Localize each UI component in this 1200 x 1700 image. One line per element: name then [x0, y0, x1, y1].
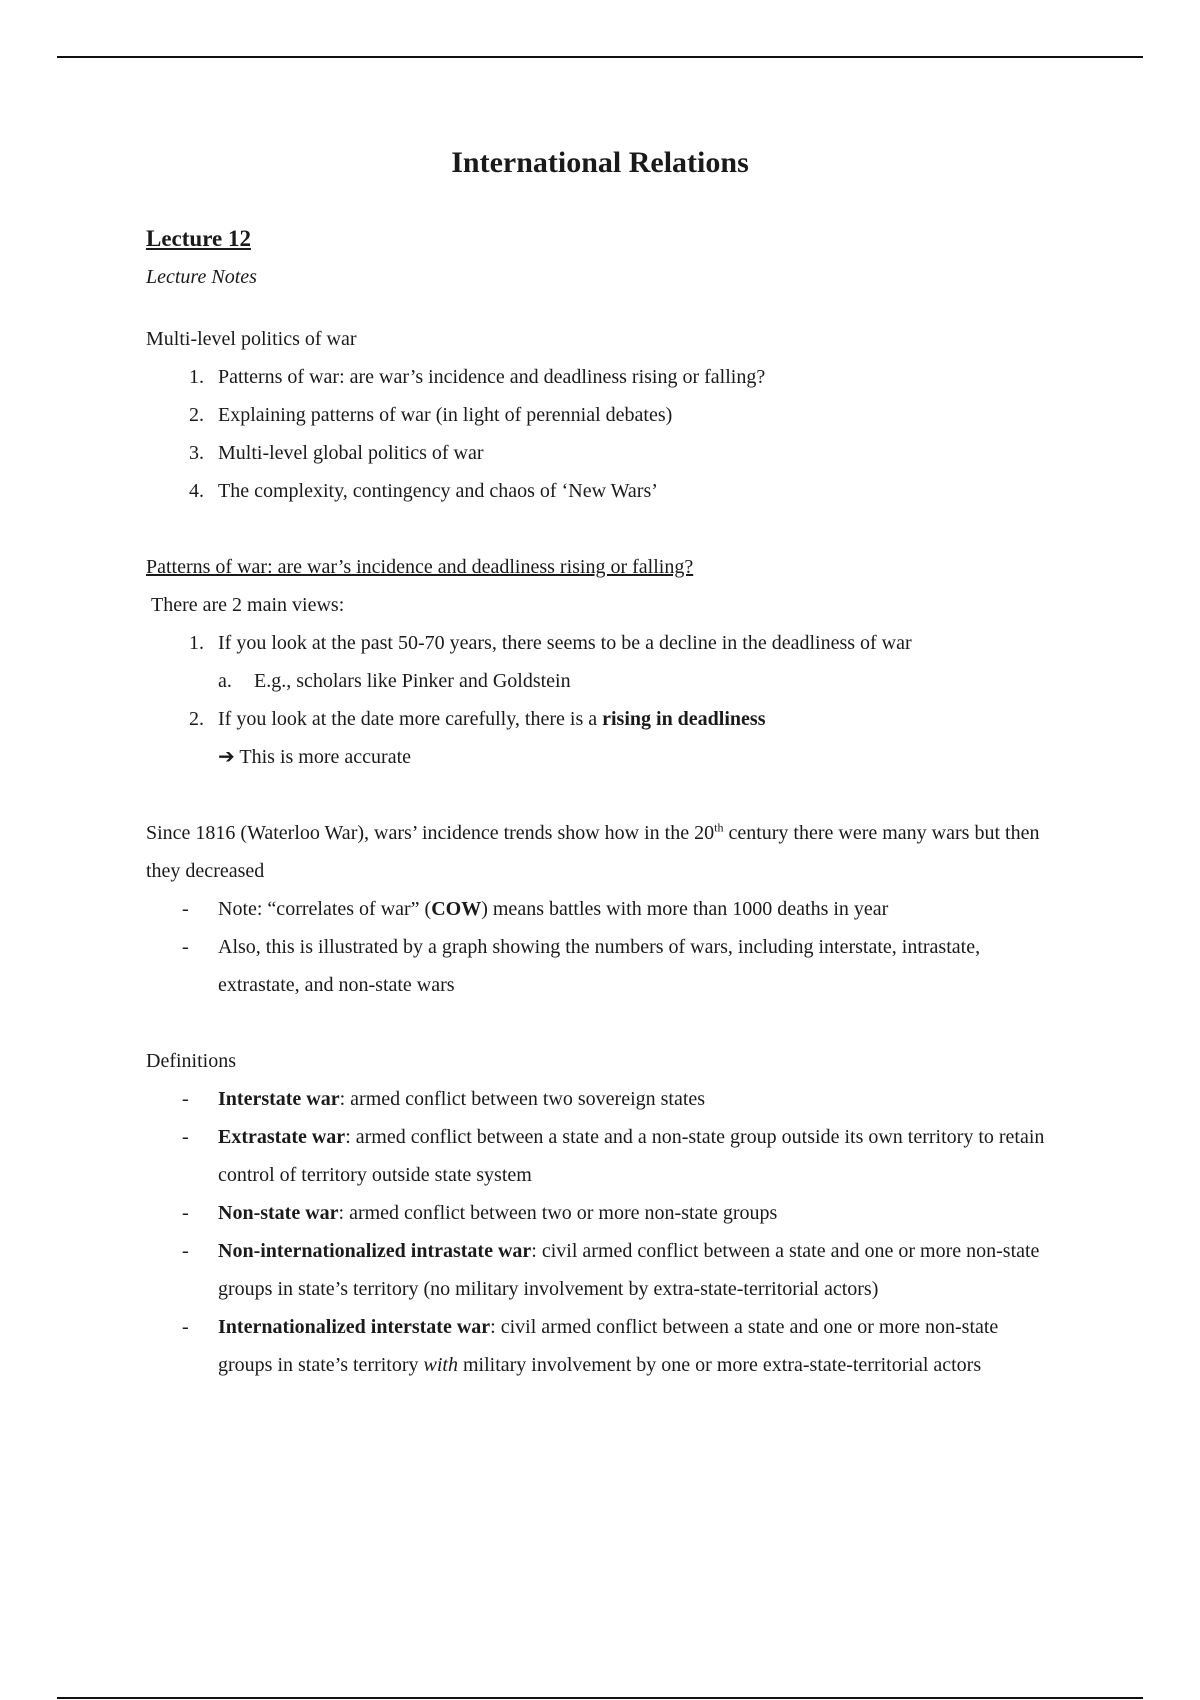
sub-list-letter: a.: [218, 670, 232, 692]
patterns-list: [146, 624, 1056, 776]
bullet-item: [146, 928, 1056, 1004]
definition-item: [146, 1308, 1056, 1384]
definition-text: military involvement by one or more extra-state-territorial actors: [457, 1354, 982, 1376]
list-item: [146, 472, 1056, 510]
list-item: [146, 358, 1056, 396]
definition-text: : civil armed conflict between a state and one or more non-state groups in state’s territory: [218, 1316, 999, 1376]
spacer: [146, 776, 1056, 814]
dash-bullet: -: [182, 1088, 189, 1110]
spacer: [146, 510, 1056, 548]
bullet-text: ) means battles with more than 1000 deaths in year: [481, 898, 889, 920]
trends-paragraph: [146, 814, 1056, 890]
definition-item: [146, 1118, 1056, 1194]
trends-text-start: Since 1816 (Waterloo War), wars’ incidence trends show how in the 20: [146, 822, 715, 844]
emphasis-text: rising in deadliness: [602, 708, 766, 730]
dash-bullet: -: [182, 898, 189, 920]
list-number: 2.: [189, 404, 204, 426]
arrow-note: [146, 738, 1056, 776]
definition-term: Internationalized interstate war: [218, 1316, 491, 1338]
bottom-rule: [57, 1697, 1143, 1699]
bullet-text: Also, this is illustrated by a graph showing the numbers of wars, including interstate, intrastate, extrastate, and non-state wars: [218, 936, 981, 996]
list-text: Patterns of war: are war’s incidence and deadliness rising or falling?: [218, 366, 766, 388]
list-number: 2.: [189, 708, 204, 730]
spacer: [146, 1004, 1056, 1042]
definition-item: [146, 1194, 1056, 1232]
top-rule: [57, 56, 1143, 58]
overview-heading: Multi-level politics of war: [146, 328, 357, 350]
list-item: [146, 624, 1056, 662]
dash-bullet: -: [182, 1126, 189, 1148]
document-body: [146, 222, 1056, 1384]
definition-item: [146, 1080, 1056, 1118]
list-text: Explaining patterns of war (in light of perennial debates): [218, 404, 673, 426]
definition-item: [146, 1232, 1056, 1308]
italic-emphasis: with: [423, 1354, 458, 1376]
list-item: [146, 434, 1056, 472]
dash-bullet: -: [182, 1240, 189, 1262]
definition-text: : armed conflict between a state and a non-state group outside its own territory to retain control of territory outside state system: [218, 1126, 1045, 1186]
definitions-heading: Definitions: [146, 1050, 236, 1072]
bullet-text: Note: “correlates of war” (: [218, 898, 432, 920]
sub-list-text: E.g., scholars like Pinker and Goldstein: [254, 670, 571, 692]
definition-term: Non-state war: [218, 1202, 339, 1224]
list-text: If you look at the date more carefully, there is a: [218, 708, 603, 730]
patterns-heading: Patterns of war: are war’s incidence and deadliness rising or falling?: [146, 556, 694, 578]
arrow-note-text: This is more accurate: [239, 746, 411, 768]
trends-text-end: century there were many wars but then they decreased: [146, 822, 1040, 882]
list-number: 3.: [189, 442, 204, 464]
lecture-subtitle: Lecture Notes: [146, 266, 257, 288]
definition-text: : armed conflict between two sovereign states: [339, 1088, 706, 1110]
overview-list: [146, 358, 1056, 510]
lecture-heading: Lecture 12: [146, 226, 251, 251]
page-title: International Relations: [451, 146, 749, 179]
list-text: If you look at the past 50-70 years, there seems to be a decline in the deadliness of war: [218, 632, 912, 654]
trends-bullets: [146, 890, 1056, 1004]
dash-bullet: -: [182, 936, 189, 958]
list-number: 1.: [189, 366, 204, 388]
dash-bullet: -: [182, 1202, 189, 1224]
definitions-list: [146, 1080, 1056, 1384]
list-number: 1.: [189, 632, 204, 654]
list-item: [146, 700, 1056, 738]
sub-list-item: [146, 662, 1056, 700]
dash-bullet: -: [182, 1316, 189, 1338]
right-arrow-icon: ➔: [218, 746, 235, 768]
list-text: The complexity, contingency and chaos of ‘New Wars’: [218, 480, 658, 502]
definition-term: Interstate war: [218, 1088, 340, 1110]
superscript: th: [714, 820, 724, 835]
definition-term: Non-internationalized intrastate war: [218, 1240, 532, 1262]
definition-text: : civil armed conflict between a state and one or more non-state groups in state’s territory (no military involvement by extra-state-territorial actors): [218, 1240, 1040, 1300]
list-text: Multi-level global politics of war: [218, 442, 484, 464]
definition-term: Extrastate war: [218, 1126, 346, 1148]
list-number: 4.: [189, 480, 204, 502]
patterns-intro: There are 2 main views:: [151, 594, 345, 616]
list-item: [146, 396, 1056, 434]
cow-abbrev: COW: [431, 898, 482, 920]
definition-text: : armed conflict between two or more non-state groups: [338, 1202, 778, 1224]
bullet-item: [146, 890, 1056, 928]
